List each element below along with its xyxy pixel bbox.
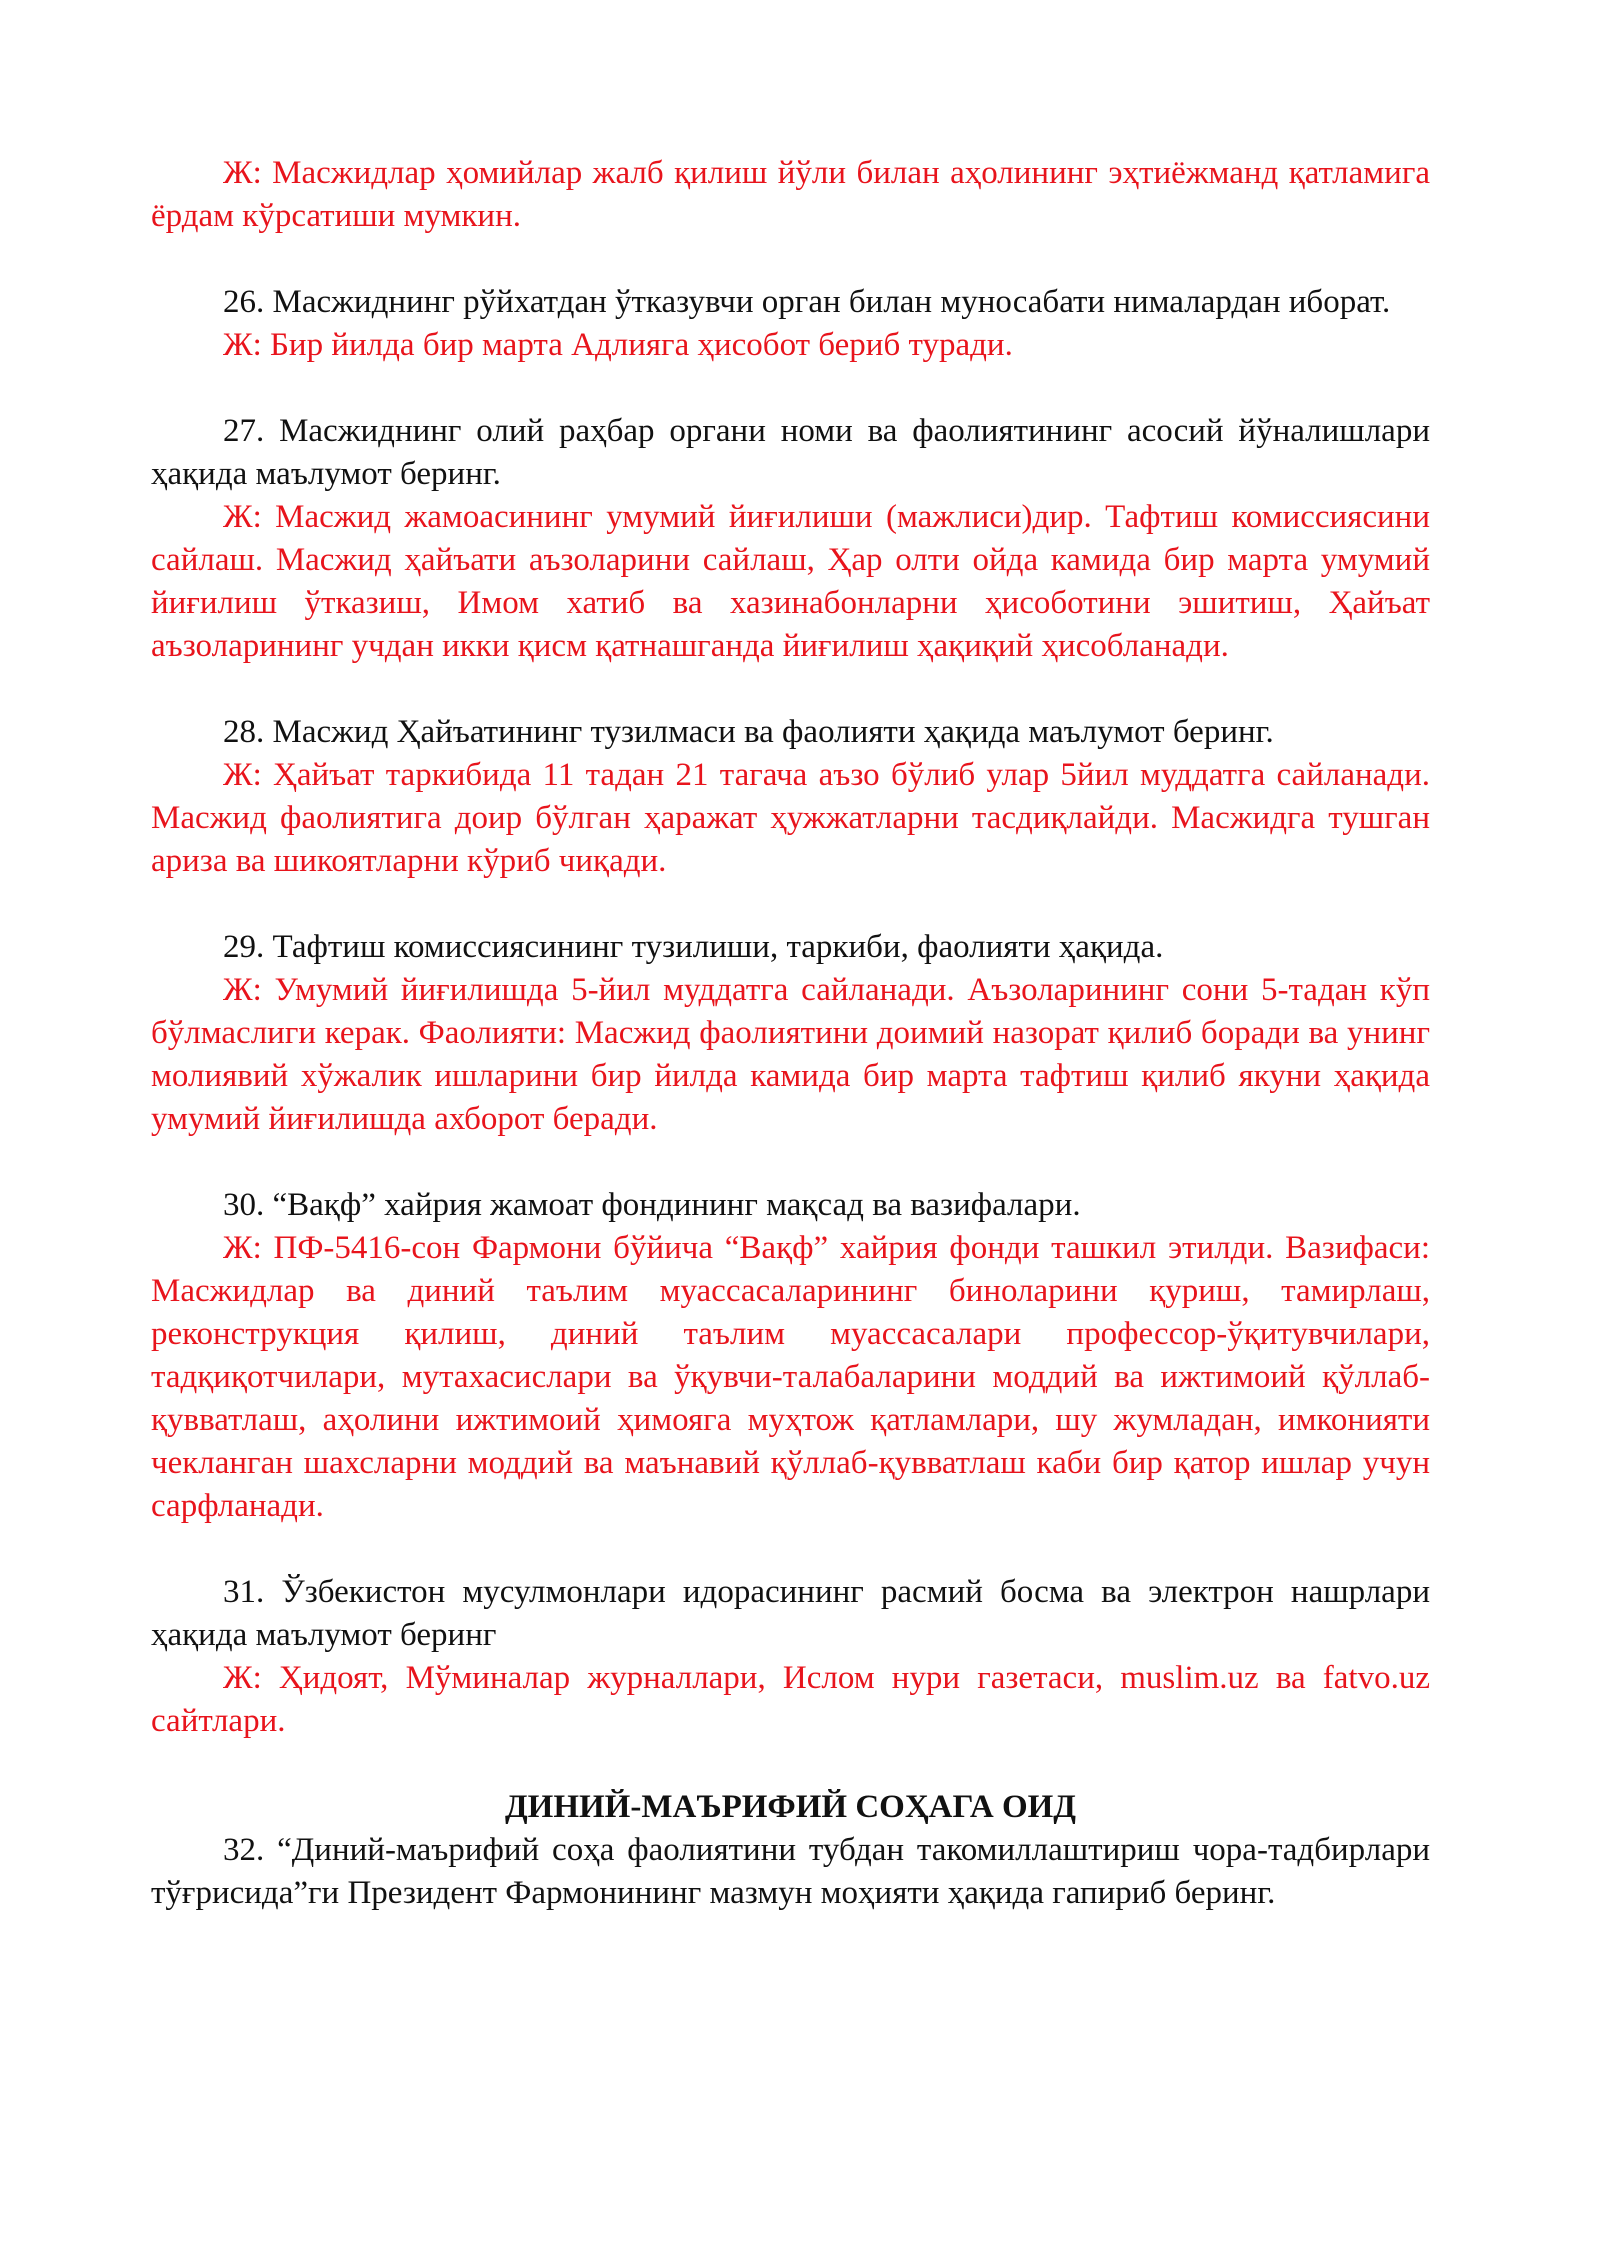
question-30: 30. “Вақф” хайрия жамоат фондининг мақсад ва вазифалари. bbox=[223, 1187, 1081, 1223]
document-page bbox=[151, 152, 1430, 1915]
spacer bbox=[151, 668, 1430, 711]
answer-31: Ж: Ҳидоят, Мўминалар журналлари, Ислом нури газетаси, muslim.uz ва fatvo.uz сайтлари. bbox=[151, 1660, 1430, 1739]
spacer bbox=[151, 1528, 1430, 1571]
spacer bbox=[151, 883, 1430, 926]
answer-29: Ж: Умумий йиғилишда 5-йил муддатга сайланади. Аъзоларининг сони 5-тадан кўп бўлмаслиги керак. Фаолияти: Масжид фаолиятини доимий назорат қилиб боради ва унинг молиявий хўжалик ишларини бир йилда камида бир марта тафтиш қилиб якуни ҳақида умумий йиғилишда ахборот беради. bbox=[151, 972, 1430, 1137]
question-26: 26. Масжиднинг рўйхатдан ўтказувчи орган билан муносабати нималардан иборат. bbox=[223, 284, 1391, 320]
spacer bbox=[151, 238, 1430, 281]
question-29: 29. Тафтиш комиссиясининг тузилиши, таркиби, фаолияти ҳақида. bbox=[223, 929, 1164, 965]
answer-30: Ж: ПФ-5416-сон Фармони бўйича “Вақф” хайрия фонди ташкил этилди. Вазифаси: Масжидлар ва диний таълим муассасаларининг биноларини қуриш, тамирлаш, реконструкция қилиш, диний таълим муассасалари профессор-ўқитувчилари, тадқиқотчилари, мутахасислари ва ўқувчи-талабаларини моддий ва ижтимоий қўллаб-қувватлаш, аҳолини ижтимоий ҳимояга муҳтож қатламлари, шу жумладан, имконияти чекланган шахсларни моддий ва маънавий қўллаб-қувватлаш каби бир қатор ишлар учун сарфланади. bbox=[151, 1230, 1430, 1524]
answer-26: Ж: Бир йилда бир марта Адлияга ҳисобот бериб туради. bbox=[223, 327, 1013, 363]
answer-27: Ж: Масжид жамоасининг умумий йиғилиши (мажлиси)дир. Тафтиш комиссиясини сайлаш. Масжид ҳайъати аъзоларини сайлаш, Ҳар олти ойда камида бир марта умумий йиғилиш ўтказиш, Имом хатиб ва хазинабонларни ҳисоботини эшитиш, Ҳайъат аъзоларининг учдан икки қисм қатнашганда йиғилиш ҳақиқий ҳисобланади. bbox=[151, 499, 1430, 664]
spacer bbox=[151, 1743, 1430, 1786]
section-heading: ДИНИЙ-МАЪРИФИЙ СОҲАГА ОИД bbox=[504, 1789, 1077, 1825]
answer-25: Ж: Масжидлар ҳомийлар жалб қилиш йўли билан аҳолининг эҳтиёжманд қатламига ёрдам кўрсатиши мумкин. bbox=[151, 155, 1430, 234]
spacer bbox=[151, 367, 1430, 410]
question-31: 31. Ўзбекистон мусулмонлари идорасининг расмий босма ва электрон нашрлари ҳақида маълумот беринг bbox=[151, 1574, 1430, 1653]
question-32: 32. “Диний-маърифий соҳа фаолиятини тубдан такомиллаштириш чора-тадбирлари тўғрисида”ги Президент Фармонининг мазмун моҳияти ҳақида гапириб беринг. bbox=[151, 1832, 1430, 1911]
question-27: 27. Масжиднинг олий раҳбар органи номи ва фаолиятининг асосий йўналишлари ҳақида маълумот беринг. bbox=[151, 413, 1430, 492]
spacer bbox=[151, 1141, 1430, 1184]
answer-28: Ж: Ҳайъат таркибида 11 тадан 21 тагача аъзо бўлиб улар 5йил муддатга сайланади. Масжид фаолиятига доир бўлган ҳаражат ҳужжатларни тасдиқлайди. Масжидга тушган ариза ва шикоятларни кўриб чиқади. bbox=[151, 757, 1430, 879]
question-28: 28. Масжид Ҳайъатининг тузилмаси ва фаолияти ҳақида маълумот беринг. bbox=[223, 714, 1274, 750]
